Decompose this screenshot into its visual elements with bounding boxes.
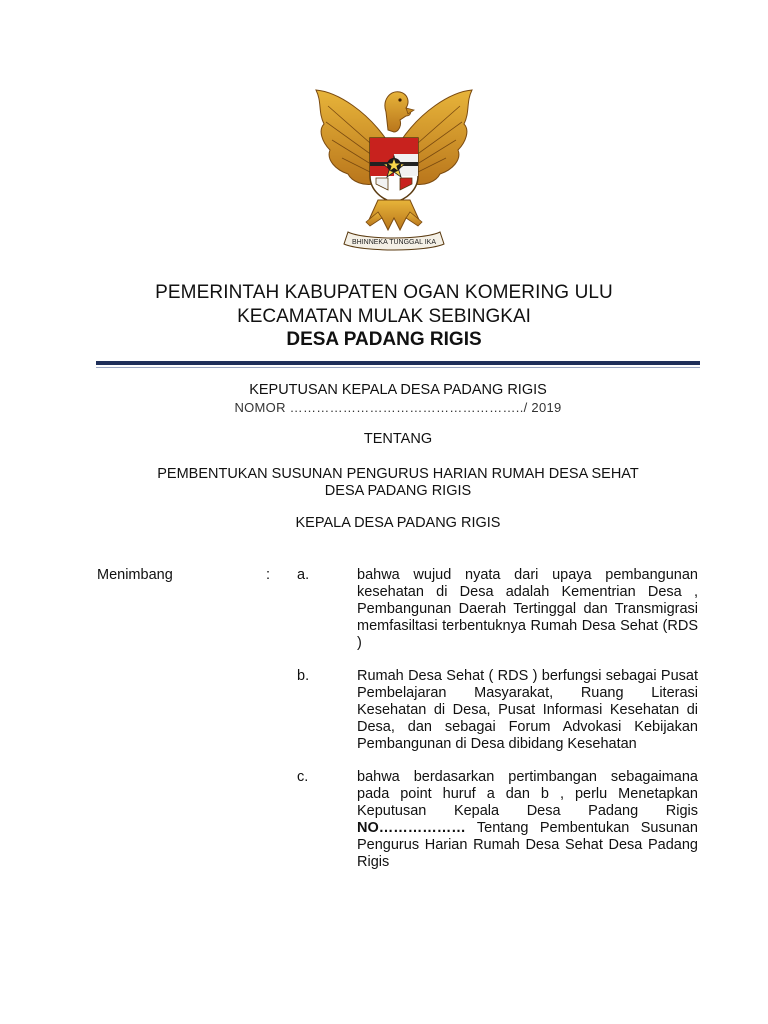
item-b-text: Rumah Desa Sehat ( RDS ) berfungsi sebagai Pusat Pembelajaran Masyarakat, Ruang Literasi Kesehatan di Desa, Pusat Informasi Kesehatan di Desa, dan sebagai Forum Advokasi Kebijakan Pembangunan di Desa dibidang Kesehatan bbox=[357, 668, 698, 752]
emblem-motto: BHINNEKA TUNGGAL IKA bbox=[351, 239, 437, 246]
item-a-text: bahwa wujud nyata dari upaya pembangunan kesehatan di Desa adalah Kementrian Desa , Pembangunan Daerah Tertinggal dan Transmigrasi memfasiltasi terbentuknya Rumah Desa Sehat (RDS ) bbox=[357, 567, 698, 651]
header-village: DESA PADANG RIGIS bbox=[286, 329, 482, 350]
header-district: KECAMATAN MULAK SEBINGKAI bbox=[237, 306, 531, 327]
item-c-text bbox=[357, 769, 698, 871]
header-regency: PEMERINTAH KABUPATEN OGAN KOMERING ULU bbox=[155, 282, 613, 303]
decree-about-label: TENTANG bbox=[363, 431, 433, 447]
header-divider bbox=[96, 361, 700, 365]
decree-subject-line2: DESA PADANG RIGIS bbox=[324, 483, 472, 499]
item-b-marker: b. bbox=[297, 668, 310, 684]
decree-number: NOMOR ……………………………………………../ 2019 bbox=[234, 400, 562, 415]
item-c-text-before: bahwa berdasarkan pertimbangan sebagaimana pada point huruf a dan b , perlu Menetapkan Keputusan Kepala Desa Padang Rigis bbox=[357, 769, 698, 819]
decree-subject-line1: PEMBENTUKAN SUSUNAN PENGURUS HARIAN RUMAH DESA SEHAT bbox=[157, 466, 639, 482]
item-a-marker: a. bbox=[297, 567, 310, 583]
decree-issuer: KEPALA DESA PADANG RIGIS bbox=[295, 515, 501, 531]
item-c-text-after: Tentang Pembentukan Susunan Pengurus Harian Rumah Desa Sehat Desa Padang Rigis bbox=[357, 820, 698, 870]
considering-colon: : bbox=[266, 567, 271, 583]
item-c-marker: c. bbox=[297, 769, 309, 785]
decree-title: KEPUTUSAN KEPALA DESA PADANG RIGIS bbox=[249, 382, 547, 398]
item-c-number: NO……………… bbox=[357, 820, 466, 836]
garuda-emblem-icon bbox=[308, 72, 480, 258]
header-divider-thin bbox=[96, 367, 700, 368]
considering-label: Menimbang bbox=[97, 567, 173, 583]
